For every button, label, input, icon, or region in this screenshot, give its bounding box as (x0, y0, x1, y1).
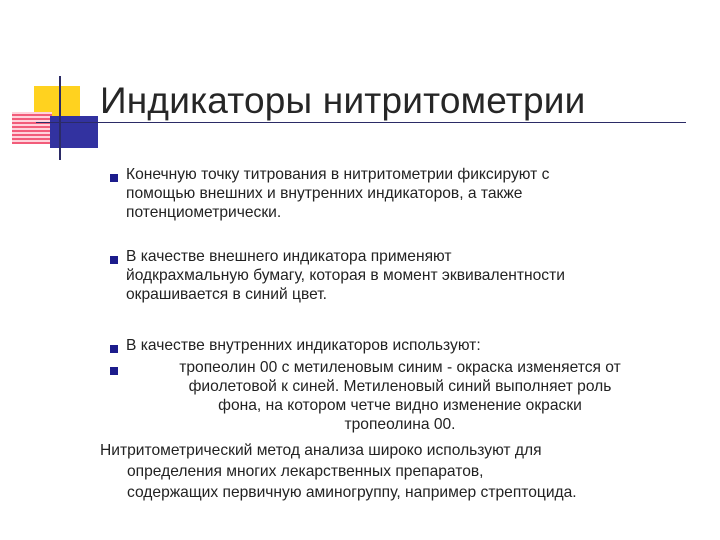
bullet-line: В качестве внешнего индикатора применяют (126, 248, 452, 265)
bullet-text (126, 336, 696, 355)
footer-line: содержащих первичную аминогруппу, например стрептоцида. (127, 484, 577, 501)
bullet-marker (110, 256, 118, 264)
bullet-line: В качестве внутренних индикаторов используют: (126, 337, 481, 354)
footer-line: определения многих лекарственных препаратов, (127, 463, 484, 480)
footer-line: Нитритометрический метод анализа широко используют для (100, 442, 542, 459)
decorative-vertical-line (59, 76, 61, 160)
bullet-line: Конечную точку титрования в нитритометрии фиксируют с (126, 166, 550, 183)
bullet-line: фиолетовой к синей. Метиленовый синий выполняет роль (188, 378, 612, 395)
slide-title: Индикаторы нитритометрии (100, 80, 586, 121)
bullet-text (126, 247, 696, 304)
bullet-line: тропеолина 00. (344, 416, 456, 433)
bullet-marker (110, 367, 118, 375)
bullet-marker (110, 345, 118, 353)
decorative-horizontal-line (36, 122, 686, 123)
decorative-red-striped-square (12, 112, 52, 144)
bullet-line: окрашивается в синий цвет. (126, 286, 327, 303)
bullet-text (126, 165, 696, 222)
decorative-blue-square (50, 116, 98, 148)
bullet-line: помощью внешних и внутренних индикаторов, а также (126, 185, 523, 202)
bullet-line: йодкрахмальную бумагу, которая в момент эквивалентности (126, 267, 565, 284)
bullet-marker (110, 174, 118, 182)
bullet-line: потенциометрически. (126, 204, 282, 221)
footer-paragraph (100, 440, 700, 503)
bullet-text (120, 358, 680, 434)
bullet-line: тропеолин 00 с метиленовым синим - окраска изменяется от (179, 359, 621, 376)
bullet-line: фона, на котором четче видно изменение окраски (218, 397, 582, 414)
